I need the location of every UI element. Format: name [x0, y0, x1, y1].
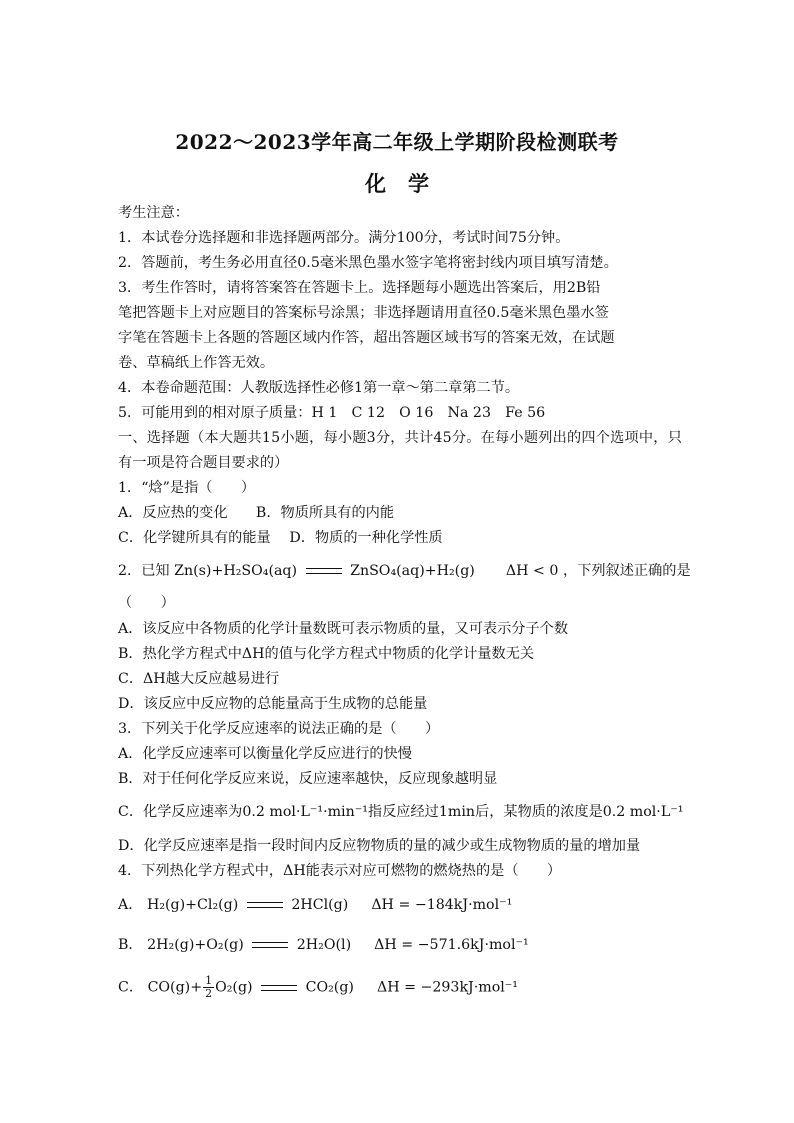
notice-line-6: 卷、草稿纸上作答无效。	[118, 355, 275, 371]
q4-c-right: CO₂(g)	[305, 979, 354, 996]
q3-stem: 3．下列关于化学反应速率的说法正确的是（ ）	[118, 721, 440, 737]
section-heading-line-1: 一、选择题（本大题共15小题，每小题3分，共计45分。在每小题列出的四个选项中，只	[118, 430, 683, 446]
subject-title: 化学	[365, 171, 451, 196]
q3-c-pre: C．化学反应速率为	[118, 804, 243, 820]
q3-option-d: D．化学反应速率是指一段时间内反应物物质的量的减少或生成物物质的量的增加量	[118, 838, 641, 854]
q2-option-c: C．ΔH越大反应越易进行	[118, 671, 280, 687]
q4-c-label: C．	[118, 979, 144, 996]
q2-equation-right: ZnSO₄(aq)+H₂(g)	[350, 563, 475, 579]
q3-c-mid: 指反应经过	[367, 804, 439, 820]
q3-option-a: A．化学反应速率可以衡量化学反应进行的快慢	[118, 746, 412, 762]
q3-option-b: B．对于任何化学反应来说，反应速率越快，反应现象越明显	[118, 771, 498, 787]
q4-c-delta-h: ΔH = −293kJ·mol⁻¹	[376, 979, 518, 996]
equals-arrow-icon	[252, 942, 288, 948]
q4-option-b	[118, 936, 529, 954]
q2-option-b: B．热化学方程式中ΔH的值与化学方程式中物质的化学计量数无关	[118, 646, 535, 662]
q4-b-left: 2H₂(g)+O₂(g)	[147, 937, 244, 953]
q1-stem: 1．“焓”是指（ ）	[118, 480, 256, 496]
q4-a-label: A．	[118, 897, 143, 913]
notice-line-3: 3．考生作答时，请将答案答在答题卡上。选择题每小题选出答案后，用2B铅	[118, 280, 601, 296]
q3-c-time: 1min	[438, 804, 475, 820]
q3-c-rate: 0.2 mol·L⁻¹·min⁻¹	[242, 804, 368, 820]
q2-stem-post: ，下列叙述正确的是	[562, 563, 691, 579]
q3-option-c	[118, 803, 683, 821]
q2-delta-h: ΔH < 0	[505, 563, 559, 579]
q4-a-delta-h: ΔH = −184kJ·mol⁻¹	[371, 897, 513, 913]
q2-stem	[118, 562, 691, 580]
exam-title: 2022～2023学年高二年级上学期阶段检测联考	[175, 130, 619, 154]
one-half-fraction	[203, 975, 214, 1000]
notice-line-2: 2．答题前，考生务必用直径0.5毫米黑色墨水签字笔将密封线内项目填写清楚。	[118, 255, 618, 271]
q4-b-right: 2H₂O(l)	[296, 937, 352, 953]
q4-stem: 4．下列热化学方程式中，ΔH能表示对应可燃物的燃烧热的是（ ）	[118, 863, 562, 879]
notice-line-1: 1．本试卷分选择题和非选择题两部分。满分100分，考试时间75分钟。	[118, 230, 570, 246]
q4-a-right: 2HCl(g)	[291, 897, 349, 913]
equals-arrow-icon	[247, 902, 283, 908]
section-heading-line-2: 有一项是符合题目要求的）	[118, 455, 289, 471]
q2-equation-left: Zn(s)+H₂SO₄(aq)	[174, 563, 298, 579]
q4-a-left: H₂(g)+Cl₂(g)	[146, 897, 239, 913]
equals-arrow-icon	[261, 985, 297, 991]
q1-options-row-1: A．反应热的变化 B．物质所具有的内能	[118, 505, 395, 521]
q2-stem-pre: 2．已知	[118, 563, 170, 579]
fraction-numerator: 1	[205, 974, 213, 987]
q4-option-a	[118, 896, 512, 914]
q4-c-oxygen: O₂(g)	[215, 979, 253, 996]
q3-c-concentration: 0.2 mol·L⁻¹	[602, 804, 684, 820]
q4-option-c	[118, 975, 518, 1000]
q4-b-delta-h: ΔH = −571.6kJ·mol⁻¹	[374, 937, 529, 953]
notice-line-5: 字笔在答题卡上各题的答题区域内作答，超出答题区域书写的答案无效，在试题	[118, 330, 615, 346]
q4-c-left: CO(g)+	[147, 979, 203, 996]
q4-b-label: B．	[118, 937, 143, 953]
q2-answer-paren: （ ）	[118, 595, 175, 611]
notice-heading: 考生注意：	[118, 205, 189, 221]
q2-option-a: A．该反应中各物质的化学计量数既可表示物质的量，又可表示分子个数	[118, 621, 569, 637]
q2-option-d: D．该反应中反应物的总能量高于生成物的总能量	[118, 696, 428, 712]
notice-line-8: 5．可能用到的相对原子质量：H 1 C 12 O 16 Na 23 Fe 56	[118, 405, 546, 421]
equals-arrow-icon	[306, 568, 342, 574]
q3-c-post: 后，某物质的浓度是	[475, 804, 603, 820]
q1-options-row-2: C．化学键所具有的能量 D．物质的一种化学性质	[118, 530, 443, 546]
fraction-denominator: 2	[205, 987, 213, 1000]
notice-line-4: 笔把答题卡上对应题目的答案标号涂黑；非选择题请用直径0.5毫米黑色墨水签	[118, 305, 609, 321]
notice-line-7: 4．本卷命题范围：人教版选择性必修1第一章～第二章第二节。	[118, 380, 520, 396]
